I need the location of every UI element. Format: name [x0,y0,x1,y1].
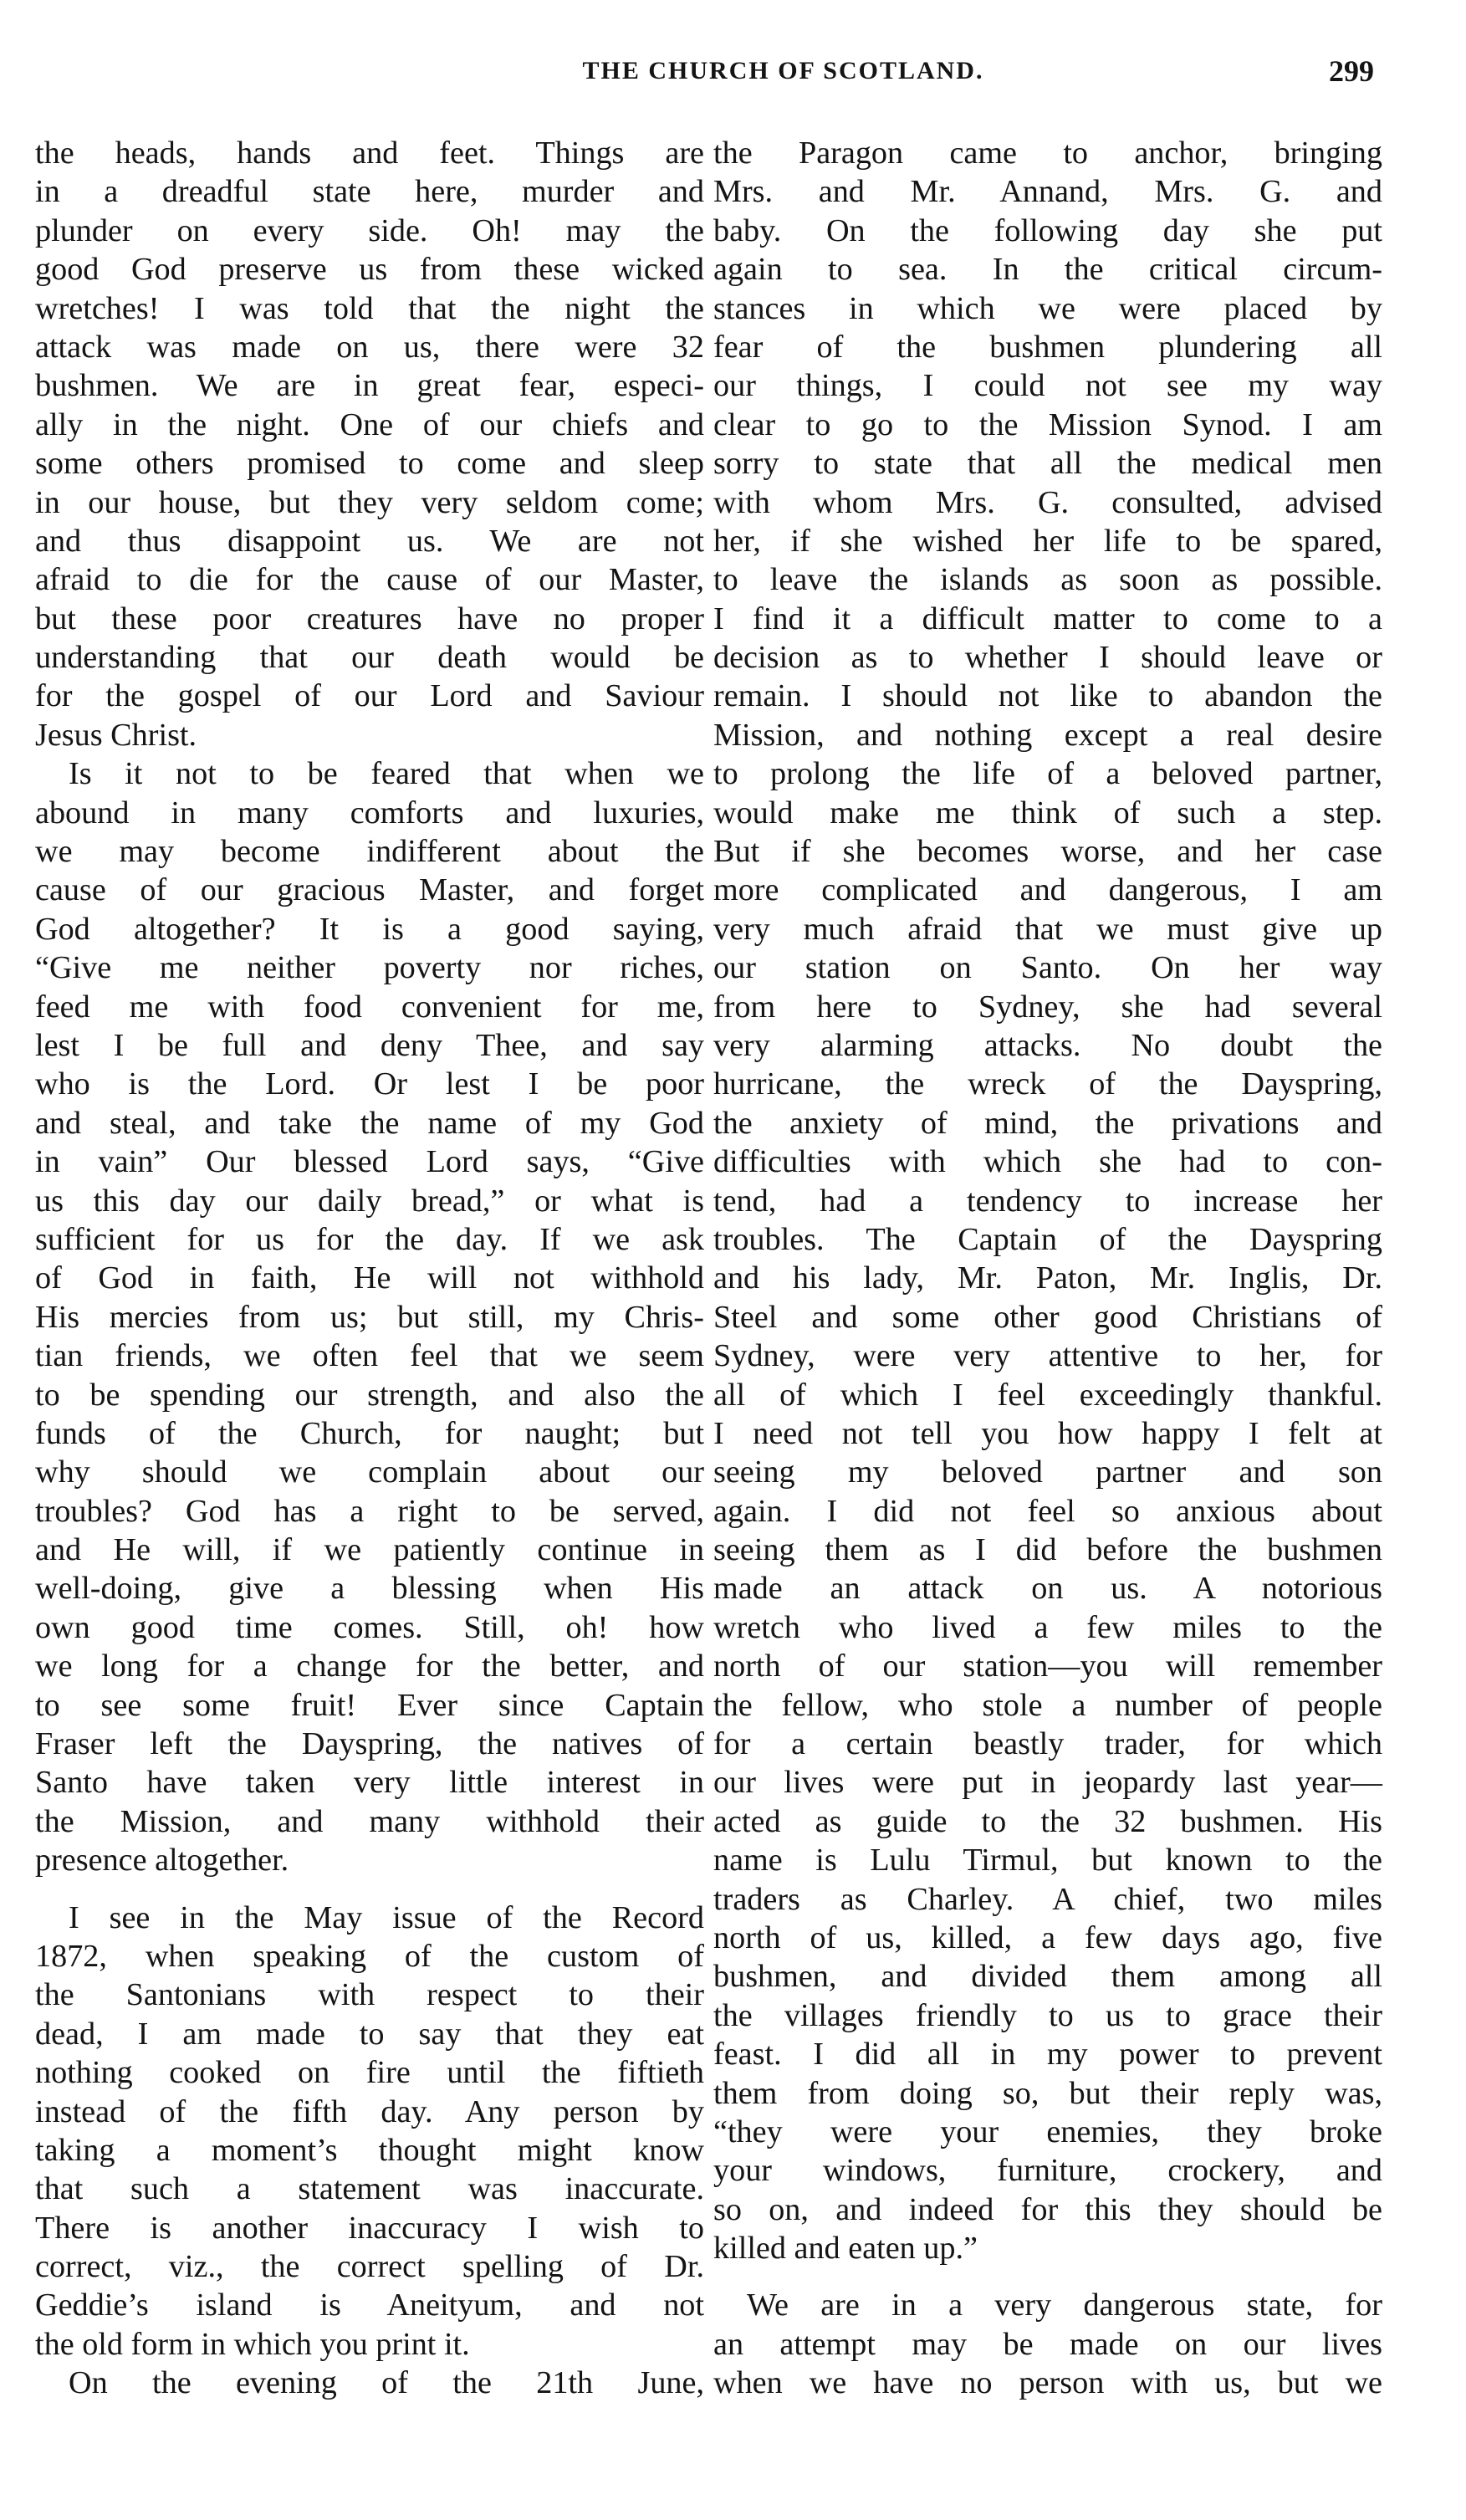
text-line: seeing my beloved partner and son [713,1454,1382,1490]
text-line: wretch who lived a few miles to the [713,1609,1382,1645]
text-line: for a certain beastly trader, for which [713,1726,1382,1762]
text-line: instead of the fifth day. Any person by [35,2093,704,2129]
text-line: Mission, and nothing except a real desire [713,717,1382,753]
text-line: and He will, if we patiently continue in [35,1532,704,1568]
text-line: remain. I should not like to abandon the [713,678,1382,714]
text-line: the fellow, who stole a number of people [713,1687,1382,1723]
text-line: acted as guide to the 32 bushmen. His [713,1803,1382,1839]
text-line: so on, and indeed for this they should be [713,2191,1382,2227]
text-line: I need not tell you how happy I felt at [713,1415,1382,1451]
text-line: but these poor creatures have no proper [35,601,704,636]
text-line: taking a moment’s thought might know [35,2132,704,2168]
text-line: troubles. The Captain of the Dayspring [713,1221,1382,1257]
text-line: very alarming attacks. No doubt the [713,1027,1382,1063]
text-line: presence altogether. [35,1843,289,1878]
left-column [35,134,704,2403]
text-line: in a dreadful state here, murder and [35,174,704,210]
text-line: “Give me neither poverty nor riches, [35,950,704,986]
paragraph [713,2286,1382,2402]
text-line: your windows, furniture, crockery, and [713,2153,1382,2189]
text-line: On the evening of the 21th June, [69,2365,704,2401]
text-line: and thus disappoint us. We are not [35,523,704,559]
text-line: killed and eaten up.” [713,2231,978,2267]
text-line: good God preserve us from these wicked [35,252,704,288]
paragraph-gap [35,1880,704,1899]
text-line: 1872, when speaking of the custom of [35,1938,704,1974]
text-line: abound in many comforts and luxuries, [35,795,704,831]
paragraph [713,134,1382,2267]
text-line: with whom Mrs. G. consulted, advised [713,484,1382,520]
text-line: wretches! I was told that the night the [35,290,704,326]
paragraph-gap [713,2267,1382,2286]
text-line: to leave the islands as soon as possible. [713,562,1382,598]
text-line: her, if she wished her life to be spared, [713,523,1382,559]
text-line: sufficient for us for the day. If we ask [35,1221,704,1257]
text-line: the Paragon came to anchor, bringing [713,135,1382,171]
text-line: and his lady, Mr. Paton, Mr. Inglis, Dr. [713,1260,1382,1296]
text-line: stances in which we were placed by [713,290,1382,326]
text-line: fear of the bushmen plundering all [713,329,1382,365]
text-line: Is it not to be feared that when we [69,756,704,792]
text-line: attack was made on us, there were 32 [35,329,704,365]
paragraph [35,754,704,1879]
text-line: of God in faith, He will not withhold [35,1260,704,1296]
text-line: the villages friendly to us to grace their [713,1997,1382,2033]
text-line: we may become indifferent about the [35,834,704,870]
paragraph [35,134,704,754]
text-line: some others promised to come and sleep [35,446,704,482]
paragraph [35,2364,704,2402]
text-line: feast. I did all in my power to prevent [713,2037,1382,2073]
text-line: Mrs. and Mr. Annand, Mrs. G. and [713,174,1382,210]
text-line: north of our station—you will remember [713,1648,1382,1684]
text-line: our station on Santo. On her way [713,950,1382,986]
text-line: plunder on every side. Oh! may the [35,212,704,248]
page-number: 299 [1329,54,1374,88]
text-line: seeing them as I did before the bushmen [713,1532,1382,1568]
text-line: more complicated and dangerous, I am [713,872,1382,908]
text-line: Santo have taken very little interest in [35,1765,704,1801]
text-line: baby. On the following day she put [713,212,1382,248]
text-line: We are in a very dangerous state, for [747,2287,1382,2323]
text-line: Sydney, were very attentive to her, for [713,1338,1382,1374]
text-line: cause of our gracious Master, and forget [35,872,704,908]
text-line: Geddie’s island is Aneityum, and not [35,2287,704,2323]
text-line: sorry to state that all the medical men [713,446,1382,482]
text-line: own good time comes. Still, oh! how [35,1609,704,1645]
text-line: decision as to whether I should leave or [713,640,1382,676]
text-line: to prolong the life of a beloved partner, [713,756,1382,792]
text-line: in our house, but they very seldom come; [35,484,704,520]
text-line: “they were your enemies, they broke [713,2114,1382,2149]
text-line: in vain” Our blessed Lord says, “Give [35,1144,704,1180]
text-line: There is another inaccuracy I wish to [35,2210,704,2246]
text-line: correct, viz., the correct spelling of Dr. [35,2249,704,2285]
text-line: I see in the May issue of the Record [69,1899,704,1935]
text-line: who is the Lord. Or lest I be poor [35,1066,704,1102]
text-line: clear to go to the Mission Synod. I am [713,406,1382,442]
text-line: funds of the Church, for naught; but [35,1415,704,1451]
text-line: But if she becomes worse, and her case [713,834,1382,870]
text-line: would make me think of such a step. [713,795,1382,831]
text-line: very much afraid that we must give up [713,911,1382,947]
text-line: our lives were put in jeopardy last year— [713,1765,1382,1801]
text-line: the heads, hands and feet. Things are [35,135,704,171]
text-line: ally in the night. One of our chiefs and [35,406,704,442]
text-line: feed me with food convenient for me, [35,989,704,1025]
text-line: made an attack on us. A notorious [713,1571,1382,1607]
text-line: north of us, killed, a few days ago, five [713,1919,1382,1955]
right-column [713,134,1382,2403]
text-line: traders as Charley. A chief, two miles [713,1881,1382,1917]
text-line: again to sea. In the critical circum- [713,252,1382,288]
text-line: us this day our daily bread,” or what is [35,1183,704,1219]
text-line: the Santonians with respect to their [35,1977,704,2013]
text-line: nothing cooked on fire until the fiftieth [35,2055,704,2091]
text-line: troubles? God has a right to be served, [35,1493,704,1529]
text-line: His mercies from us; but still, my Chris- [35,1299,704,1335]
text-line: all of which I feel exceedingly thankful. [713,1377,1382,1413]
paragraph [35,1899,704,2364]
text-line: to be spending our strength, and also the [35,1377,704,1413]
text-line: Jesus Christ. [35,717,197,753]
running-title: THE CHURCH OF SCOTLAND. [582,57,984,84]
text-line: Steel and some other good Christians of [713,1299,1382,1335]
text-line: well-doing, give a blessing when His [35,1571,704,1607]
text-line: tend, had a tendency to increase her [713,1183,1382,1219]
text-line: God altogether? It is a good saying, [35,911,704,947]
text-line: why should we complain about our [35,1454,704,1490]
text-line: I find it a difficult matter to come to a [713,601,1382,636]
text-line: understanding that our death would be [35,640,704,676]
text-line: from here to Sydney, she had several [713,989,1382,1025]
text-line: tian friends, we often feel that we seem [35,1338,704,1374]
text-line: the old form in which you print it. [35,2326,470,2362]
text-line: name is Lulu Tirmul, but known to the [713,1843,1382,1878]
text-line: to see some fruit! Ever since Captain [35,1687,704,1723]
text-line: Fraser left the Dayspring, the natives of [35,1726,704,1762]
text-line: when we have no person with us, but we [713,2365,1382,2401]
text-line: them from doing so, but their reply was, [713,2075,1382,2111]
text-line: bushmen. We are in great fear, especi- [35,368,704,404]
text-line: that such a statement was inaccurate. [35,2171,704,2207]
text-line: we long for a change for the better, and [35,1648,704,1684]
text-line: our things, I could not see my way [713,368,1382,404]
text-line: dead, I am made to say that they eat [35,2016,704,2052]
text-line: bushmen, and divided them among all [713,1959,1382,1995]
text-line: difficulties with which she had to con- [713,1144,1382,1180]
text-line: the anxiety of mind, the privations and [713,1105,1382,1141]
text-line: again. I did not feel so anxious about [713,1493,1382,1529]
text-line: an attempt may be made on our lives [713,2326,1382,2362]
text-line: afraid to die for the cause of our Master, [35,562,704,598]
text-line: hurricane, the wreck of the Dayspring, [713,1066,1382,1102]
text-line: lest I be full and deny Thee, and say [35,1027,704,1063]
running-header [0,54,1466,94]
text-line: and steal, and take the name of my God [35,1105,704,1141]
text-line: the Mission, and many withhold their [35,1803,704,1839]
text-line: for the gospel of our Lord and Saviour [35,678,704,714]
